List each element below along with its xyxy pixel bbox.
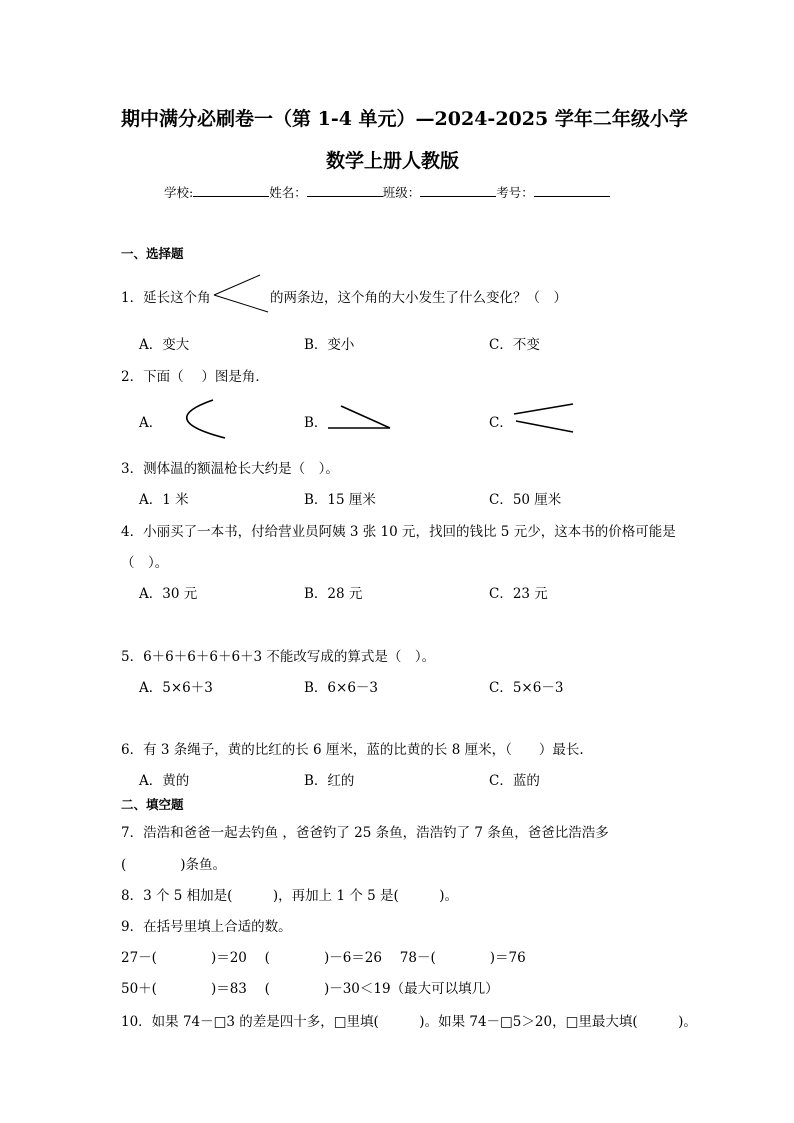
q2-option-a[interactable]: A． [139, 415, 163, 431]
exam-no-label: 考号： [496, 185, 534, 200]
section-heading-fill-blank: 二、填空题 [121, 797, 184, 812]
class-field[interactable] [420, 184, 496, 197]
q2-option-c[interactable]: C． [489, 415, 513, 431]
question-7-line1: 7．浩浩和爸爸一起去钓鱼 ，爸爸钓了 25 条鱼，浩浩钓了 7 条鱼，爸爸比浩浩多 [121, 825, 609, 841]
name-label: 姓名： [269, 185, 307, 200]
question-4-line2: （ ）。 [121, 555, 169, 571]
question-1-prefix: 1．延长这个角 [121, 290, 211, 306]
q6-option-b[interactable]: B．红的 [304, 773, 355, 789]
question-6-text: 6．有 3 条绳子，黄的比红的长 6 厘米，蓝的比黄的长 8 厘米，（ ）最长. [121, 742, 584, 758]
q4-option-a[interactable]: A．30 元 [139, 586, 198, 602]
q4-option-c[interactable]: C．23 元 [489, 586, 548, 602]
open-lines-figure-q2-c [512, 402, 576, 434]
exam-no-field[interactable] [534, 184, 610, 197]
angle-figure-q1 [212, 274, 272, 314]
question-8-text: 8．3 个 5 相加是( )，再加上 1 个 5 是( )。 [121, 888, 459, 904]
question-5-text: 5．6＋6＋6＋6＋6＋3 不能改写成的算式是（ ）。 [121, 649, 436, 665]
question-10-text: 10．如果 74－□3 的差是四十多，□里填( )。如果 74－□5＞20，□里最大填( )。 [121, 1014, 697, 1030]
question-7-line2: ( )条鱼。 [121, 857, 227, 873]
q4-option-b[interactable]: B．28 元 [304, 586, 363, 602]
question-4-line1: 4．小丽买了一本书，付给营业员阿姨 3 张 10 元，找回的钱比 5 元少，这本书的价格可能是 [121, 524, 676, 540]
question-2-text: 2．下面（ ）图是角． [121, 369, 269, 385]
school-label: 学校: [164, 185, 194, 200]
question-9-row1: 27－( )＝20 ( )－6＝26 78－( )＝76 [121, 950, 526, 966]
q6-option-a[interactable]: A．黄的 [139, 773, 190, 789]
question-9-row2: 50＋( )＝83 ( )－30＜19（最大可以填几） [121, 981, 499, 997]
question-3-text: 3．测体温的额温枪长大约是（ ）。 [121, 461, 339, 477]
q1-option-c[interactable]: C．不变 [489, 337, 540, 353]
q5-option-b[interactable]: B．6×6－3 [304, 680, 378, 696]
angle-figure-q2-b [327, 404, 393, 430]
q3-option-b[interactable]: B．15 厘米 [304, 492, 376, 508]
class-label: 班级： [382, 185, 421, 200]
q5-option-c[interactable]: C．5×6－3 [489, 680, 564, 696]
question-1-suffix: 的两条边，这个角的大小发生了什么变化？（ ） [270, 290, 567, 306]
q5-option-a[interactable]: A．5×6＋3 [139, 680, 213, 696]
page-title-line1: 期中满分必刷卷一（第 1-4 单元）—2024-2025 学年二年级小学 [121, 108, 688, 130]
school-field[interactable] [193, 184, 269, 197]
student-info-line [164, 183, 610, 201]
name-field[interactable] [307, 184, 383, 197]
q3-option-c[interactable]: C．50 厘米 [489, 492, 562, 508]
q1-option-a[interactable]: A．变大 [139, 337, 190, 353]
q3-option-a[interactable]: A．1 米 [139, 492, 189, 508]
q6-option-c[interactable]: C．蓝的 [489, 773, 540, 789]
question-9-text: 9．在括号里填上合适的数。 [121, 919, 292, 935]
page-title-line2: 数学上册人教版 [326, 150, 460, 172]
q1-option-b[interactable]: B．变小 [304, 337, 355, 353]
curved-figure-q2-a [163, 398, 229, 442]
q2-option-b[interactable]: B． [304, 415, 328, 431]
section-heading-choice: 一、选择题 [121, 246, 184, 261]
